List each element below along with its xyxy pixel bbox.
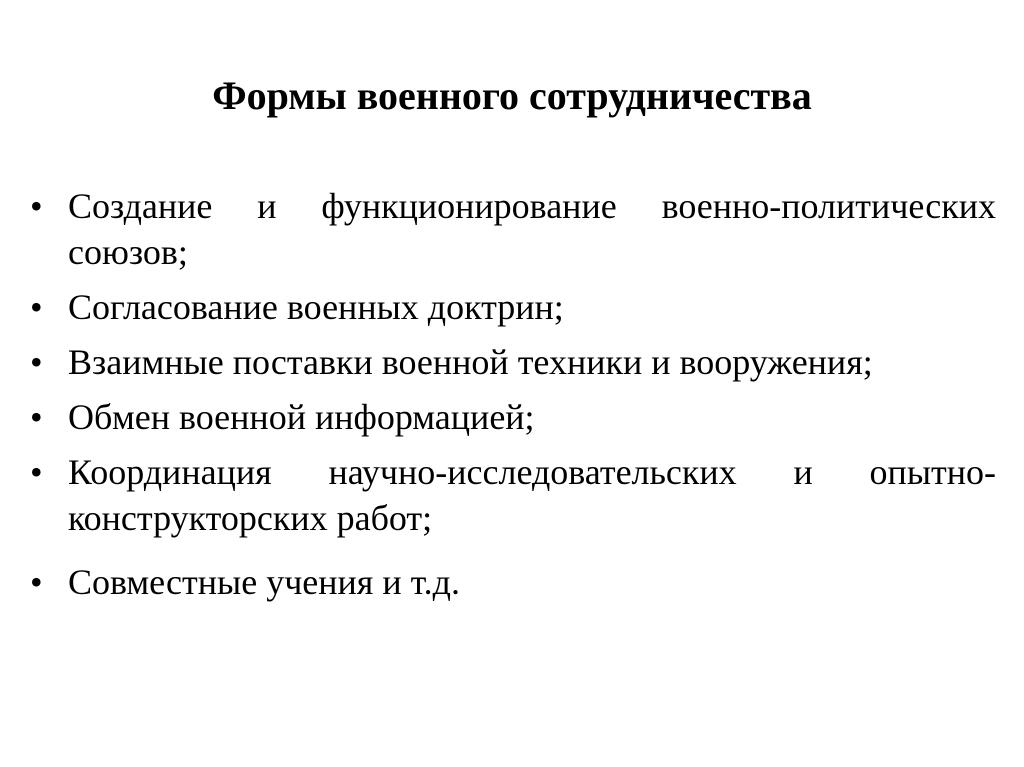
- bullet-item: [30, 183, 996, 275]
- bullet-icon: •: [30, 287, 43, 327]
- slide-title: Формы военного сотрудничества: [212, 73, 812, 118]
- bullet-text: Обмен военной информацией;: [68, 397, 535, 437]
- bullet-icon: •: [30, 342, 43, 382]
- bullet-text: Координация научно-исследовательских и опытно-конструкторских работ;: [68, 452, 996, 538]
- bullet-text: Согласование военных доктрин;: [68, 287, 564, 327]
- bullet-text: Взаимные поставки военной техники и вооружения;: [68, 342, 873, 382]
- bullet-item: [30, 394, 996, 440]
- bullet-icon: •: [30, 186, 43, 226]
- bullet-text: Создание и функционирование военно-политических союзов;: [68, 186, 996, 272]
- bullet-item: [30, 559, 996, 605]
- bullet-list: [30, 183, 996, 617]
- bullet-icon: •: [30, 562, 43, 602]
- bullet-item: [30, 339, 996, 385]
- bullet-item: [30, 449, 996, 541]
- bullet-icon: •: [30, 452, 43, 492]
- bullet-text: Совместные учения и т.д.: [68, 562, 460, 602]
- bullet-item: [30, 284, 996, 330]
- bullet-icon: •: [30, 397, 43, 437]
